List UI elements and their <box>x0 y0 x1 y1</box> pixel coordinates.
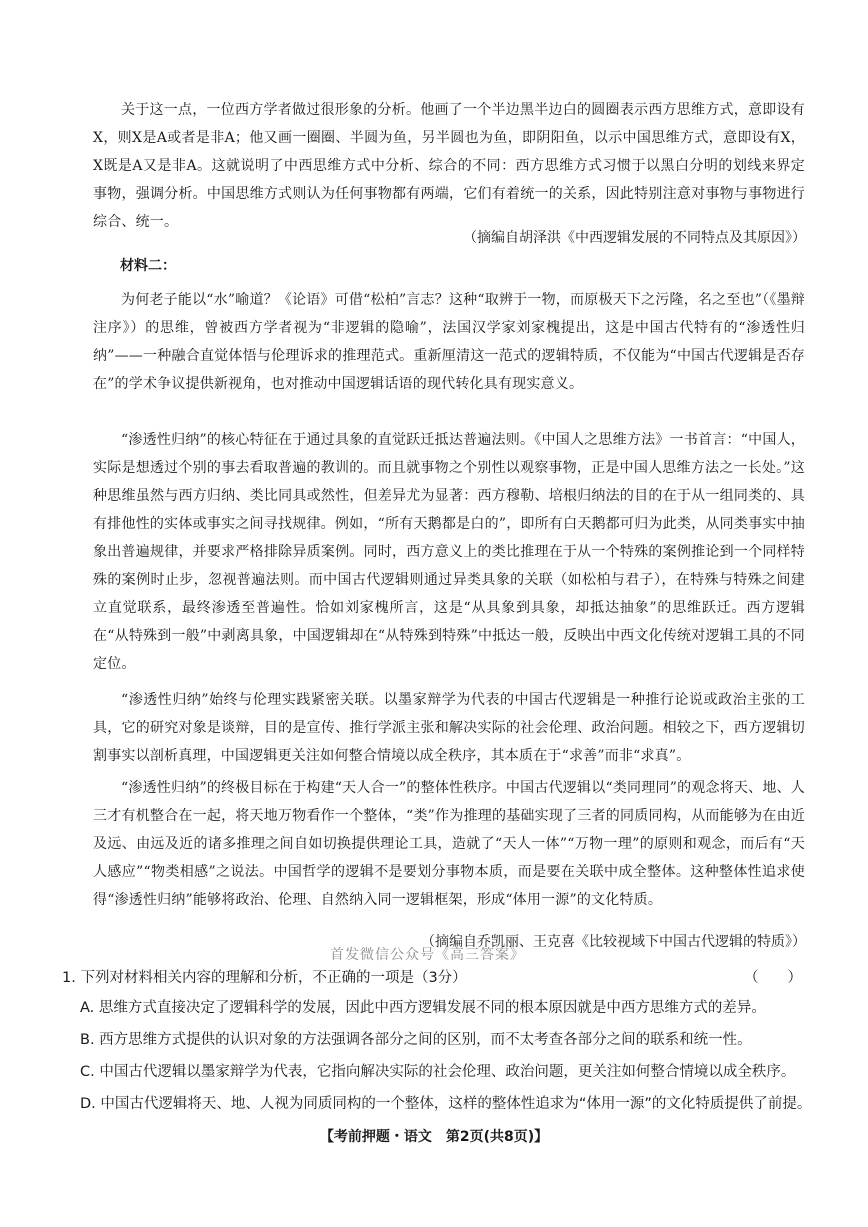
material2-heading: 材料二： <box>120 258 176 274</box>
page-footer: 【考前押题・语文 第2页(共8页)】 <box>319 1129 549 1145</box>
option-c: C. 中国古代逻辑以墨家辩学为代表，它指向解决实际的社会伦理、政治问题，更关注如何整合情境以成全秩序。 <box>80 1064 796 1080</box>
option-a: A. 思维方式直接决定了逻辑科学的发展，因此中西方逻辑发展不同的根本原因就是中西方思维方式的差异。 <box>80 1000 766 1016</box>
option-b: B. 西方思维方式提供的认识对象的方法强调各部分之间的区别，而不太考查各部分之间的联系和统一性。 <box>80 1032 752 1048</box>
option-d: D. 中国古代逻辑将天、地、人视为同质同构的一个整体，这样的整体性追求为“体用一源”的文化特质提供了前提。 <box>80 1096 812 1112</box>
question-stem <box>62 968 806 988</box>
material2-paragraph-3: “渗透性归纳”始终与伦理实践紧密关联。以墨家辩学为代表的中国古代逻辑是一种推行论说或政治主张的工具，它的研究对象是谈辩，目的是宣传、推行学派主张和解决实际的社会伦理、政治问题。相较之下，西方逻辑切割事实以剖析真理，中国逻辑更关注如何整合情境以成全秩序，其本质在于“求善”而非“求真”。 <box>93 692 805 764</box>
watermark: 首发微信公众号《高三答案》 <box>330 947 525 963</box>
material2-paragraph-4: “渗透性归纳”的终极目标在于构建“天人合一”的整体性秩序。中国古代逻辑以“类同理同”的观念将天、地、人三才有机整合在一起，将天地万物看作一个整体，“类”作为推理的基础实现了三者的同质同构，从而能够为在由近及远、由远及近的诸多推理之间自如切换提供理论工具，造就了“天人一体”“万物一理”的原则和观念，而后有“天人感应”“物类相感”之说法。中国哲学的逻辑不是要划分事物本质，而是要在关联中成全整体。这种整体性追求使得“渗透性归纳”能够将政治、伦理、自然纳入同一逻辑框架，形成“体用一源”的文化特质。 <box>93 780 805 908</box>
material2-paragraph-1: 为何老子能以“水”喻道？《论语》可借“松柏”言志？这种“取辨于一物，而原极天下之污隆，名之至也”（《墨辩注序》）的思维，曾被西方学者视为“非逻辑的隐喻”，法国汉学家刘家槐提出，这是中国古代特有的“渗透性归纳”——一种融合直觉体悟与伦理诉求的推理范式。重新厘清这一范式的逻辑特质，不仅能为“中国古代逻辑是否存在”的学术争议提供新视角，也对推动中国逻辑话语的现代转化具有现实意义。 <box>93 292 805 392</box>
material2-paragraph-2: “渗透性归纳”的核心特征在于通过具象的直觉跃迁抵达普遍法则。《中国人之思维方法》一书首言：“中国人，实际是想透过个别的事去看取普遍的教训的。而且就事物之个别性以观察事物，正是中国人思维方法之一长处。”这种思维虽然与西方归纳、类比同具或然性，但差异尤为显著：西方穆勒、培根归纳法的目的在于从一组同类的、具有排他性的实体或事实之间寻找规律。例如，“所有天鹅都是白的”，即所有白天鹅都可归为此类，从同类事实中抽象出普遍规律，并要求严格排除异质案例。同时，西方意义上的类比推理在于从一个特殊的案例推论到一个同样特殊的案例时止步，忽视普遍法则。而中国古代逻辑则通过异类具象的关联（如松柏与君子），在特殊与特殊之间建立直觉联系，最终渗透至普遍性。恰如刘家槐所言，这是“从具象到具象，却抵达抽象”的思维跃迁。西方逻辑在“从特殊到一般”中剥离具象，中国逻辑却在“从特殊到特殊”中抵达一般，反映出中西文化传统对逻辑工具的不同定位。 <box>93 432 805 672</box>
material2-citation: （摘编自乔凯丽、王克喜《比较视域下中国古代逻辑的特质》） <box>421 934 806 950</box>
question-stem-text: 1. 下列对材料相关内容的理解和分析，不正确的一项是（3分） <box>62 970 467 986</box>
material1-citation: （摘编自胡泽洪《中西逻辑发展的不同特点及其原因》） <box>463 230 806 246</box>
answer-parenthesis: （ ） <box>744 970 802 986</box>
material1-paragraph: 关于这一点，一位西方学者做过很形象的分析。他画了一个半边黑半边白的圆圈表示西方思维方式，意即设有X，则X是A或者是非A；他又画一圈圈、半圆为鱼，另半圆也为鱼，即阴阳鱼，以示中国思维方式，意即设有X，X既是A又是非A。这就说明了中西思维方式中分析、综合的不同：西方思维方式习惯于以黑白分明的划线来界定事物，强调分析。中国思维方式则认为任何事物都有两端，它们有着统一的关系，因此特别注意对事物与事物进行综合、统一。 <box>93 102 805 230</box>
